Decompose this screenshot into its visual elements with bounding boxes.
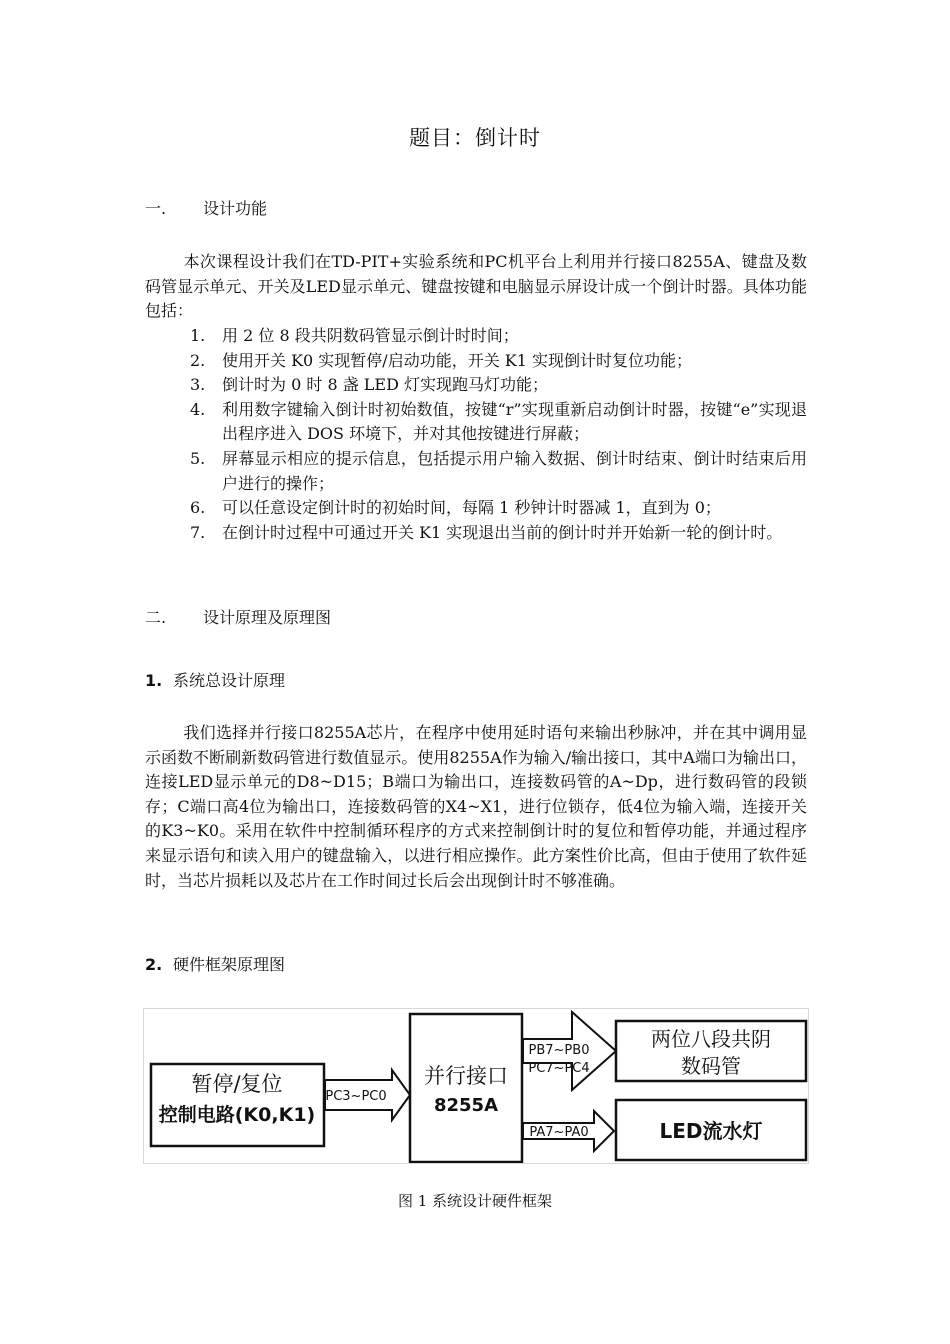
led-label: LED流水灯: [659, 1119, 763, 1143]
subsection-heading-system-principle: [145, 668, 285, 691]
section-heading-design-principle: [145, 605, 331, 628]
list-item: [145, 521, 807, 546]
subsection-heading-hardware-diagram: [145, 952, 285, 975]
page-title: 题目：倒计时: [409, 126, 541, 150]
list-text: 利用数字键输入倒计时初始数值，按键“r”实现重新启动倒计时器，按键“e”实现退出程序进入 DOS 环境下，并对其他按键进行屏蔽；: [222, 399, 807, 444]
list-item: [145, 324, 807, 349]
section-title: 设计原理及原理图: [203, 608, 332, 627]
subsection-title: 系统总设计原理: [173, 671, 286, 690]
list-number: 1.: [190, 326, 206, 345]
list-number: 6.: [190, 498, 206, 518]
list-text: 可以任意设定倒计时的初始时间，每隔 1 秒钟计时器减 1，直到为 0；: [222, 498, 721, 518]
intro-text: 本次课程设计我们在TD-PIT+实验系统和PC机平台上利用并行接口8255A、键盘及数码管显示单元、开关及LED显示单元、键盘按键和电脑显示屏设计成一个倒计时器。具体功能包括：: [145, 252, 807, 321]
list-text: 使用开关 K0 实现暂停/启动功能，开关 K1 实现倒计时复位功能；: [222, 350, 693, 370]
chip-8255a-box: [410, 1014, 522, 1162]
list-number: 5.: [190, 448, 206, 468]
chip-label-line2: 8255A: [433, 1095, 499, 1116]
subsection-number: 1.: [145, 671, 163, 690]
list-number: 7.: [190, 522, 206, 542]
display-label-line1: 两位八段共阴: [651, 1027, 771, 1051]
subsection-title: 硬件框架原理图: [173, 955, 286, 974]
list-text: 在倒计时过程中可通过开关 K1 实现退出当前的倒计时并开始新一轮的倒计时。: [222, 522, 783, 542]
feature-list: [145, 324, 807, 545]
section-heading-design-function: [145, 196, 267, 219]
arrow-pc-label: PC3~PC0: [325, 1089, 387, 1104]
list-number: 4.: [190, 399, 206, 419]
diagram-svg: [144, 1009, 808, 1163]
list-number: 2.: [190, 350, 206, 370]
list-item: [145, 447, 807, 496]
list-item: [145, 349, 807, 374]
chip-label-line1: 并行接口: [424, 1064, 508, 1088]
list-text: 用 2 位 8 段共阴数码管显示倒计时时间；: [222, 326, 519, 345]
subsection-number: 2.: [145, 955, 163, 974]
hardware-block-diagram: [143, 1008, 809, 1164]
section-title: 设计功能: [203, 199, 268, 218]
list-text: 倒计时为 0 时 8 盏 LED 灯实现跑马灯功能；: [222, 375, 549, 395]
arrow-pa-label: PA7~PA0: [529, 1125, 589, 1140]
arrow-pb-label: PB7~PB0: [528, 1043, 590, 1058]
list-item: [145, 496, 807, 521]
arrow-pc2-label: PC7~PC4: [528, 1061, 590, 1076]
principle-paragraph: [145, 721, 807, 893]
control-label-line2: 控制电路(K0,K1): [158, 1104, 316, 1126]
principle-text: 我们选择并行接口8255A芯片，在程序中使用延时语句来输出秒脉冲，并在其中调用显示函数不断刷新数码管进行数值显示。使用8255A作为输入/输出接口，其中A端口为输出口，连接LED显示单元的D8~D15；B端口为输出口，连接数码管的A~Dp，进行数码管的段锁存；C端口高4位为输出口，连接数码管的X4~X1，进行位锁存，低4位为输入端，连接开关的K3~K0。采用在软件中控制循环程序的方式来控制倒计时的复位和暂停功能，并通过程序来显示语句和读入用户的键盘输入，以进行相应操作。此方案性价比高，但由于使用了软件延时，当芯片损耗以及芯片在工作时间过长后会出现倒计时不够准确。: [145, 723, 807, 890]
list-item: [145, 398, 807, 447]
list-item: [145, 373, 807, 398]
list-number: 3.: [190, 375, 206, 395]
list-text: 屏幕显示相应的提示信息，包括提示用户输入数据、倒计时结束、倒计时结束后用户进行的操作；: [222, 448, 807, 493]
intro-paragraph: [145, 250, 807, 324]
section-number: 二.: [145, 608, 167, 627]
figure-caption: 图 1 系统设计硬件框架: [397, 1192, 553, 1210]
display-label-line2: 数码管: [681, 1054, 741, 1078]
section-number: 一.: [145, 199, 167, 218]
control-label-line1: 暂停/复位: [191, 1072, 283, 1096]
